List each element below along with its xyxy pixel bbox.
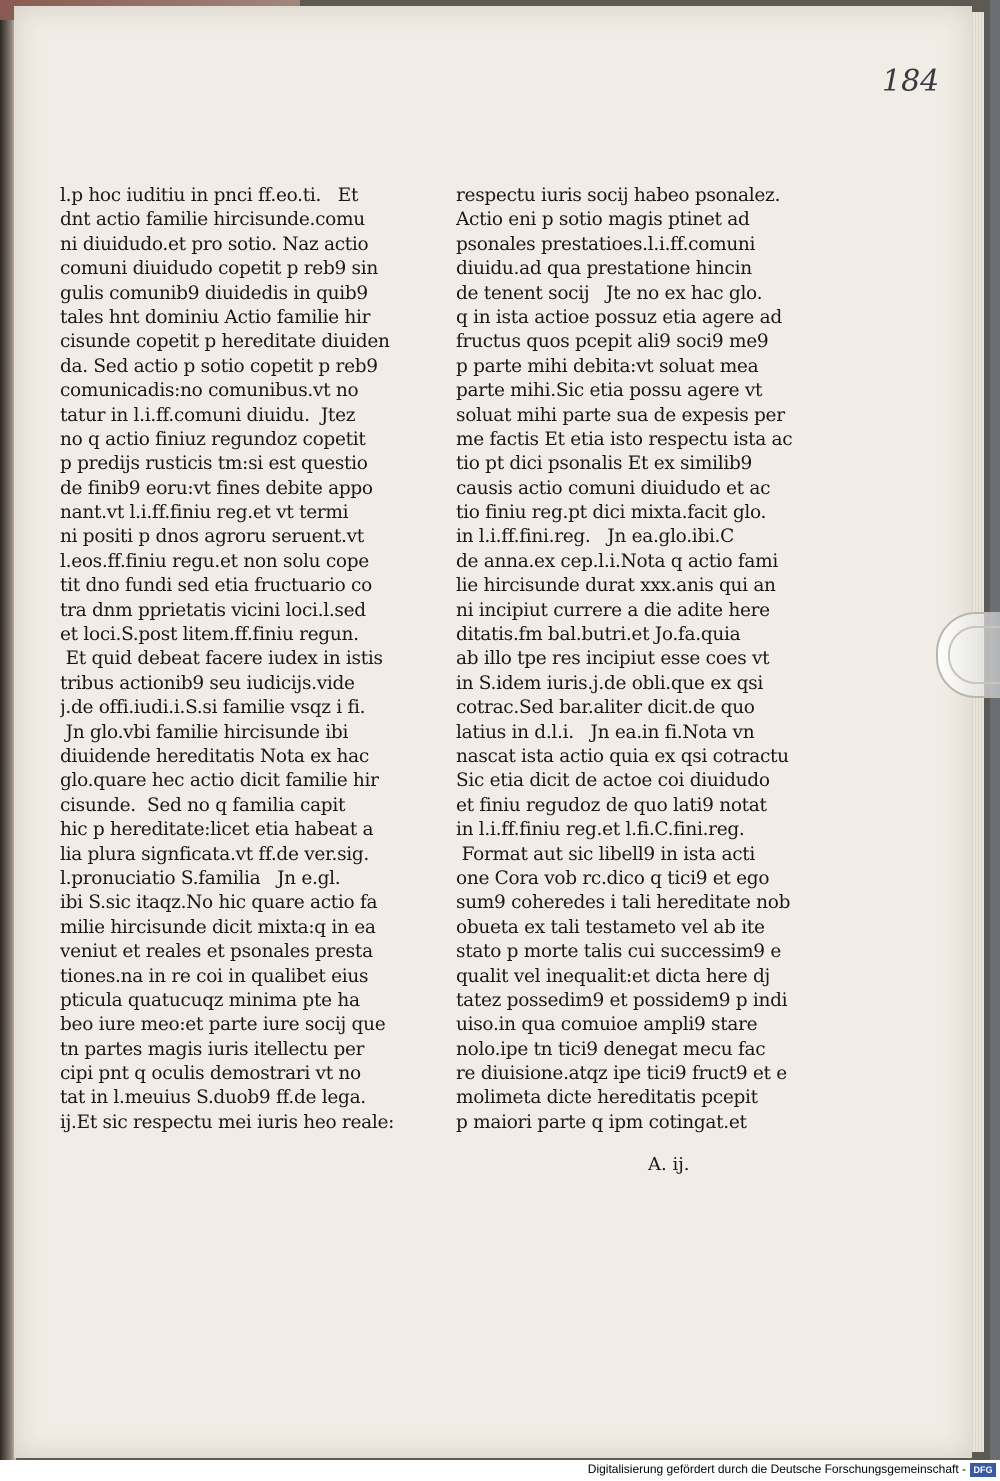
text-line: molimeta dicte hereditatis pcepit (456, 1087, 758, 1109)
text-line: ij.Et sic respectu mei iuris heo reale: (60, 1111, 395, 1133)
text-line: j.de offi.iudi.i.S.si familie vsqz i fi. (60, 697, 366, 719)
text-line: me factis Et etia isto respectu ista ac (456, 428, 793, 450)
signature-mark: A. ij. (648, 1154, 690, 1175)
text-line: tn partes magis iuris itellectu per (60, 1038, 365, 1060)
text-line: lia plura signficata.vt ff.de ver.sig. (60, 843, 370, 865)
text-line: Format aut sic libell9 in ista acti (456, 843, 756, 865)
text-line: l.eos.ff.finiu regu.et non solu cope (60, 550, 369, 572)
text-line: diuidu.ad qua prestatione hincin (456, 258, 752, 280)
text-line: ni incipiut currere a die adite here (456, 599, 770, 621)
text-line: Sic etia dicit de actoe coi diuidudo (456, 770, 770, 792)
text-line: lie hircisunde durat xxx.anis qui an (456, 575, 776, 597)
text-line: da. Sed actio p sotio copetit p reb9 (60, 355, 378, 377)
text-line: obueta ex tali testameto vel ab ite (456, 916, 765, 938)
text-line: de tenent socij Jte no ex hac glo. (456, 282, 763, 304)
manuscript-page (14, 6, 972, 1458)
page-clip (936, 612, 1000, 698)
text-line: ni diuidudo.et pro sotio. Naz actio (60, 233, 369, 255)
text-line: comunicadis:no comunibus.vt no (60, 380, 359, 402)
text-line: q in ista actioe possuz etia agere ad (456, 306, 782, 328)
text-line: parte mihi.Sic etia possu agere vt (456, 380, 763, 402)
page-clip-inner (948, 626, 1000, 684)
text-line: nolo.ipe tn tici9 denegat mecu fac (456, 1038, 766, 1060)
text-line: causis actio comuni diuidudo et ac (456, 477, 771, 499)
text-line: no q actio finiuz regundoz copetit (60, 428, 366, 450)
text-line: tiones.na in re coi in qualibet eius (60, 965, 369, 987)
text-line: in l.i.ff.finiu reg.et l.fi.C.fini.reg. (456, 819, 745, 841)
text-line: nant.vt l.i.ff.finiu reg.et vt termi (60, 502, 349, 524)
text-line: qualit vel inequalit:et dicta here dj (456, 965, 770, 987)
text-line: uiso.in qua comuioe ampli9 stare (456, 1014, 758, 1036)
text-line: p maiori parte q ipm cotingat.et (456, 1111, 747, 1133)
text-line: tales hnt dominiu Actio familie hir (60, 306, 371, 328)
text-line: et finiu regudoz de quo lati9 notat (456, 794, 767, 816)
text-line: p parte mihi debita:vt soluat mea (456, 355, 759, 377)
text-line: beo iure meo:et parte iure socij que (60, 1014, 386, 1036)
text-line: tra dnm pprietatis vicini loci.l.sed (60, 599, 366, 621)
text-line: de finib9 eoru:vt fines debite appo (60, 477, 373, 499)
text-line: in S.idem iuris.j.de obli.que ex qsi (456, 672, 763, 694)
text-line: one Cora vob rc.dico q tici9 et ego (456, 867, 770, 889)
text-line: tat in l.meuius S.duob9 ff.de lega. (60, 1087, 366, 1109)
text-line: pticula quatucuqz minima pte ha (60, 989, 360, 1011)
text-line: cipi pnt q oculis demostrari vt no (60, 1063, 361, 1085)
text-line: ni positi p dnos agroru seruent.vt (60, 526, 364, 548)
text-line: tit dno fundi sed etia fructuario co (60, 575, 372, 597)
folio-number: 184 (882, 64, 940, 99)
footer-bar (0, 1460, 1000, 1481)
text-line: ab illo tpe res incipiut esse coes vt (456, 648, 770, 670)
text-line: Et quid debeat facere iudex in istis (60, 648, 383, 670)
text-line: glo.quare hec actio dicit familie hir (60, 770, 379, 792)
text-line: latius in d.l.i. Jn ea.in fi.Nota vn (456, 721, 755, 743)
text-line: soluat mihi parte sua de expesis per (456, 404, 785, 426)
text-line: comuni diuidudo copetit p reb9 sin (60, 258, 378, 280)
text-line: ibi S.sic itaqz.No hic quare actio fa (60, 892, 378, 914)
text-line: dnt actio familie hircisunde.comu (60, 209, 365, 231)
text-line: respectu iuris socij habeo psonalez. (456, 185, 781, 206)
funding-credit: Digitalisierung gefördert durch die Deutsche Forschungsgemeinschaft - (587, 1462, 966, 1476)
text-line: p predijs rusticis tm:si est questio (60, 453, 368, 475)
text-line: tio finiu reg.pt dici mixta.facit glo. (456, 502, 767, 524)
dfg-logo: DFG (970, 1463, 996, 1477)
text-line: de anna.ex cep.l.i.Nota q actio fami (456, 550, 779, 572)
text-line: veniut et reales et psonales presta (60, 941, 373, 963)
text-line: diuidende hereditatis Nota ex hac (60, 745, 369, 767)
text-line: tio pt dici psonalis Et ex similib9 (456, 453, 752, 475)
text-line: Actio eni p sotio magis ptinet ad (456, 209, 750, 231)
right-text-column (456, 184, 816, 1135)
text-line: in l.i.ff.fini.reg. Jn ea.glo.ibi.C (456, 526, 734, 548)
text-line: gulis comunib9 diuidedis in quib9 (60, 282, 368, 304)
text-line: cisunde. Sed no q familia capit (60, 794, 346, 816)
text-line: ditatis.fm bal.butri.et Jo.fa.quia (456, 624, 741, 646)
left-text-column (60, 184, 416, 1135)
text-line: l.p hoc iuditiu in pnci ff.eo.ti. Et (60, 185, 359, 206)
text-line: cisunde copetit p hereditate diuiden (60, 331, 390, 353)
text-line: l.pronuciatio S.familia Jn e.gl. (60, 867, 341, 889)
text-line: stato p morte talis cui successim9 e (456, 941, 781, 963)
text-line: hic p hereditate:licet etia habeat a (60, 819, 374, 841)
text-line: psonales prestatioes.l.i.ff.comuni (456, 233, 756, 255)
text-line: tatur in l.i.ff.comuni diuidu. Jtez (60, 404, 356, 426)
text-line: fructus quos pcepit ali9 soci9 me9 (456, 331, 769, 353)
text-line: et loci.S.post litem.ff.finiu regun. (60, 624, 359, 646)
text-line: tatez possedim9 et possidem9 p indi (456, 989, 788, 1011)
text-line: nascat ista actio quia ex qsi cotractu (456, 745, 789, 767)
text-line: sum9 coheredes i tali hereditate nob (456, 892, 791, 914)
text-line: tribus actionib9 seu iudicijs.vide (60, 672, 355, 694)
text-line: Jn glo.vbi familie hircisunde ibi (60, 721, 349, 743)
text-line: re diuisione.atqz ipe tici9 fruct9 et e (456, 1063, 787, 1085)
text-line: cotrac.Sed bar.aliter dicit.de quo (456, 697, 755, 719)
text-line: milie hircisunde dicit mixta:q in ea (60, 916, 376, 938)
